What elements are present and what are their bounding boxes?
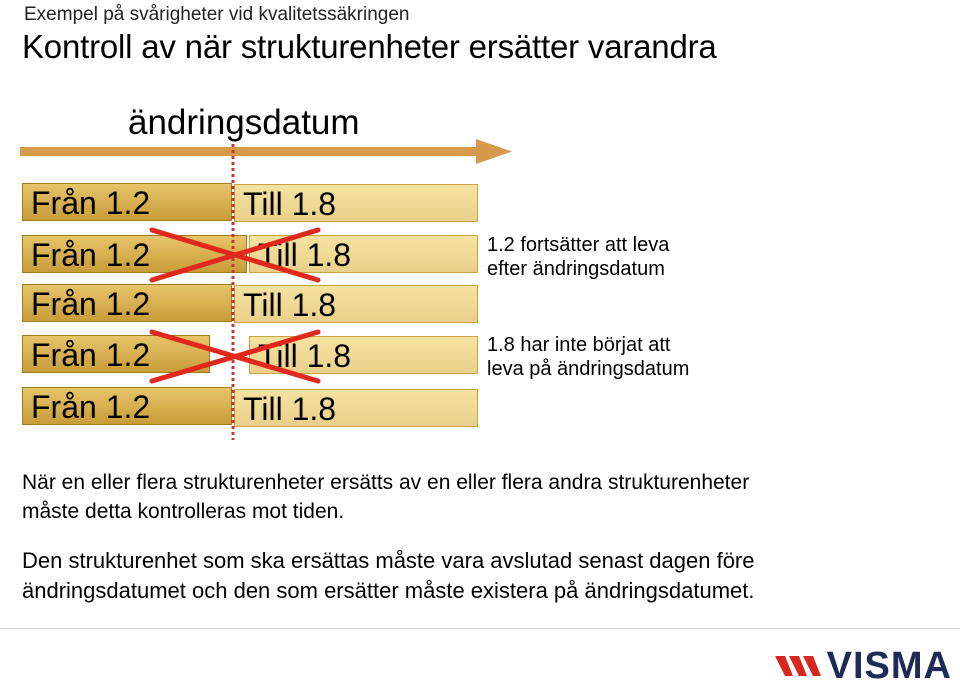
from-bar: Från 1.2	[22, 335, 210, 373]
note-line: 1.2 fortsätter att leva	[487, 234, 670, 256]
till-bar: Till 1.8	[234, 184, 478, 222]
till-bar: Till 1.8	[234, 285, 478, 323]
till-bar: Till 1.8	[249, 235, 478, 273]
note-line: 1.8 har inte börjat att	[487, 334, 671, 356]
page-title: Kontroll av när strukturenheter ersätter varandra	[22, 28, 717, 65]
paragraph-line: måste detta kontrolleras mot tiden.	[22, 500, 345, 523]
paragraph-line: Den strukturenhet som ska ersättas måste vara avslutad senast dagen före	[22, 548, 755, 573]
from-bar: Från 1.2	[22, 284, 232, 322]
from-bar: Från 1.2	[22, 387, 232, 425]
cross-mark	[152, 332, 318, 381]
note-continues	[487, 233, 669, 281]
note-line: efter ändringsdatum	[487, 258, 665, 280]
cross-mark	[152, 230, 318, 280]
from-bar: Från 1.2	[22, 235, 247, 273]
till-bar: Till 1.8	[249, 336, 478, 374]
logo-text: VISMA	[826, 644, 952, 687]
subtitle: Exempel på svårigheter vid kvalitetssäkringen	[24, 4, 410, 25]
from-bar: Från 1.2	[22, 183, 232, 221]
paragraph-2	[22, 546, 755, 606]
axis-label: ändringsdatum	[128, 103, 360, 142]
footer-divider	[0, 628, 960, 629]
till-bar: Till 1.8	[234, 389, 478, 427]
note-not-started	[487, 333, 689, 381]
paragraph-line: När en eller flera strukturenheter ersätts av en eller flera andra strukturenheter	[22, 471, 750, 494]
visma-logo	[773, 643, 952, 689]
note-line: leva på ändringsdatum	[487, 358, 690, 380]
paragraph-1	[22, 468, 749, 526]
paragraph-line: ändringsdatumet och den som ersätter måste existera på ändringsdatumet.	[22, 578, 755, 603]
visma-logo-icon	[773, 648, 821, 684]
